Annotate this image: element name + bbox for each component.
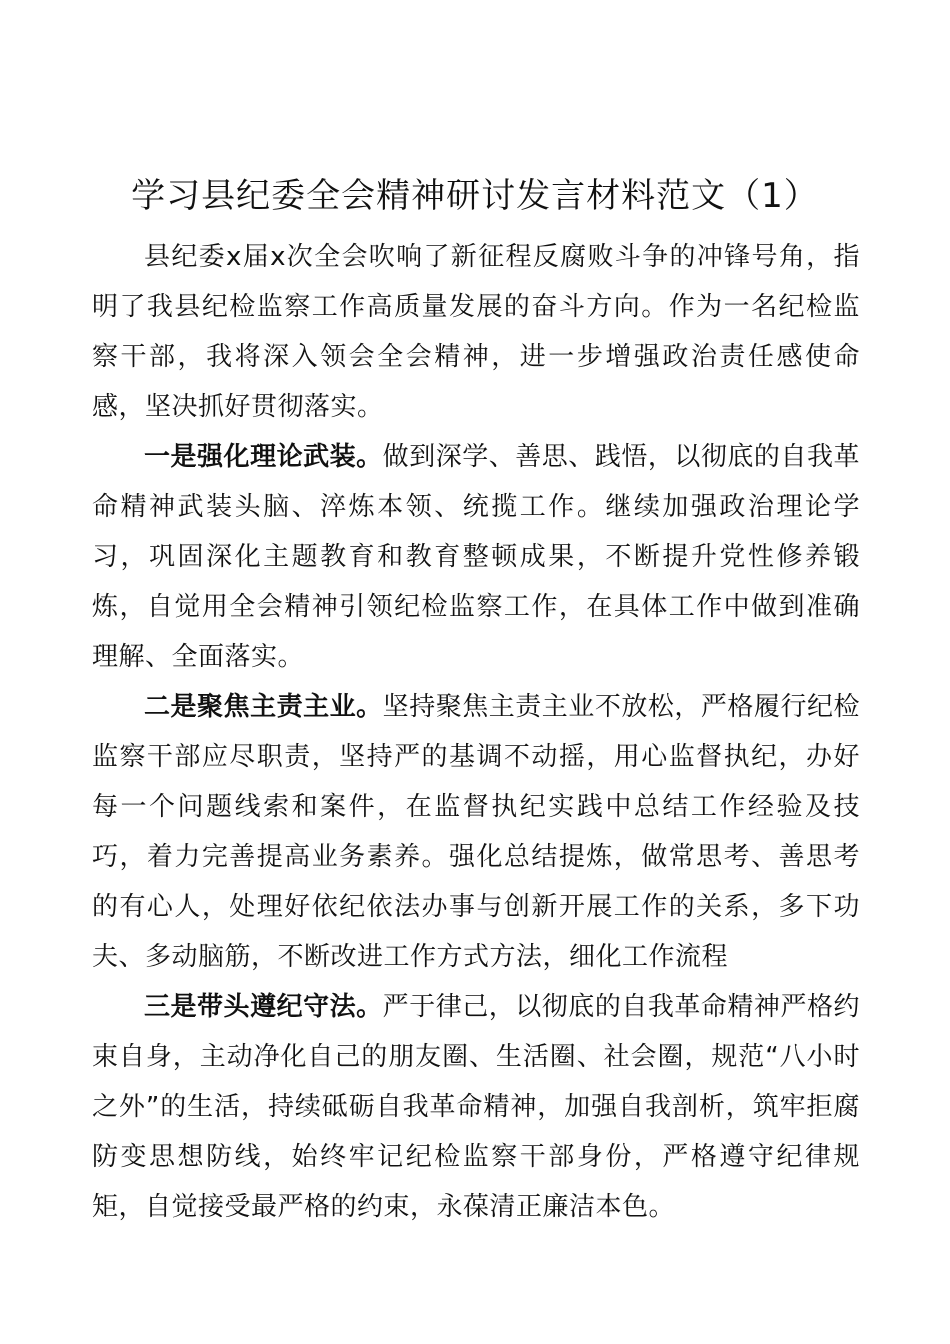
point-paragraph-1 bbox=[92, 432, 860, 682]
point-3-text: 严于律己，以彻底的自我革命精神严格约束自身，主动净化自己的朋友圈、生活圈、社会圈，规范“八小时之外”的生活，持续砥砺自我革命精神，加强自我剖析，筑牢拒腐防变思想防线，始终牢记纪检监察干部身份，严格遵守纪律规矩，自觉接受最严格的约束，永葆清正廉洁本色。 bbox=[92, 992, 860, 1222]
document-title: 学习县纪委全会精神研讨发言材料范文（1） bbox=[131, 176, 819, 216]
point-paragraph-3 bbox=[92, 982, 860, 1232]
point-paragraph-2 bbox=[92, 682, 860, 982]
document-body bbox=[92, 232, 860, 1232]
intro-paragraph: 县纪委x届x次全会吹响了新征程反腐败斗争的冲锋号角，指明了我县纪检监察工作高质量发展的奋斗方向。作为一名纪检监察干部，我将深入领会全会精神，进一步增强政治责任感使命感，坚决抓好贯彻落实。 bbox=[92, 242, 860, 422]
point-3-lead: 三是带头遵纪守法。 bbox=[144, 992, 383, 1022]
point-2-lead: 二是聚焦主责主业。 bbox=[144, 692, 383, 722]
point-2-text: 坚持聚焦主责主业不放松，严格履行纪检监察干部应尽职责，坚持严的基调不动摇，用心监督执纪，办好每一个问题线索和案件，在监督执纪实践中总结工作经验及技巧，着力完善提高业务素养。强化总结提炼，做常思考、善思考的有心人，处理好依纪依法办事与创新开展工作的关系，多下功夫、多动脑筋，不断改进工作方式方法，细化工作流程 bbox=[92, 692, 860, 972]
point-1-lead: 一是强化理论武装。 bbox=[144, 442, 383, 472]
point-1-text: 做到深学、善思、践悟，以彻底的自我革命精神武装头脑、淬炼本领、统揽工作。继续加强政治理论学习，巩固深化主题教育和教育整顿成果，不断提升党性修养锻炼，自觉用全会精神引领纪检监察工作，在具体工作中做到准确理解、全面落实。 bbox=[92, 442, 860, 672]
